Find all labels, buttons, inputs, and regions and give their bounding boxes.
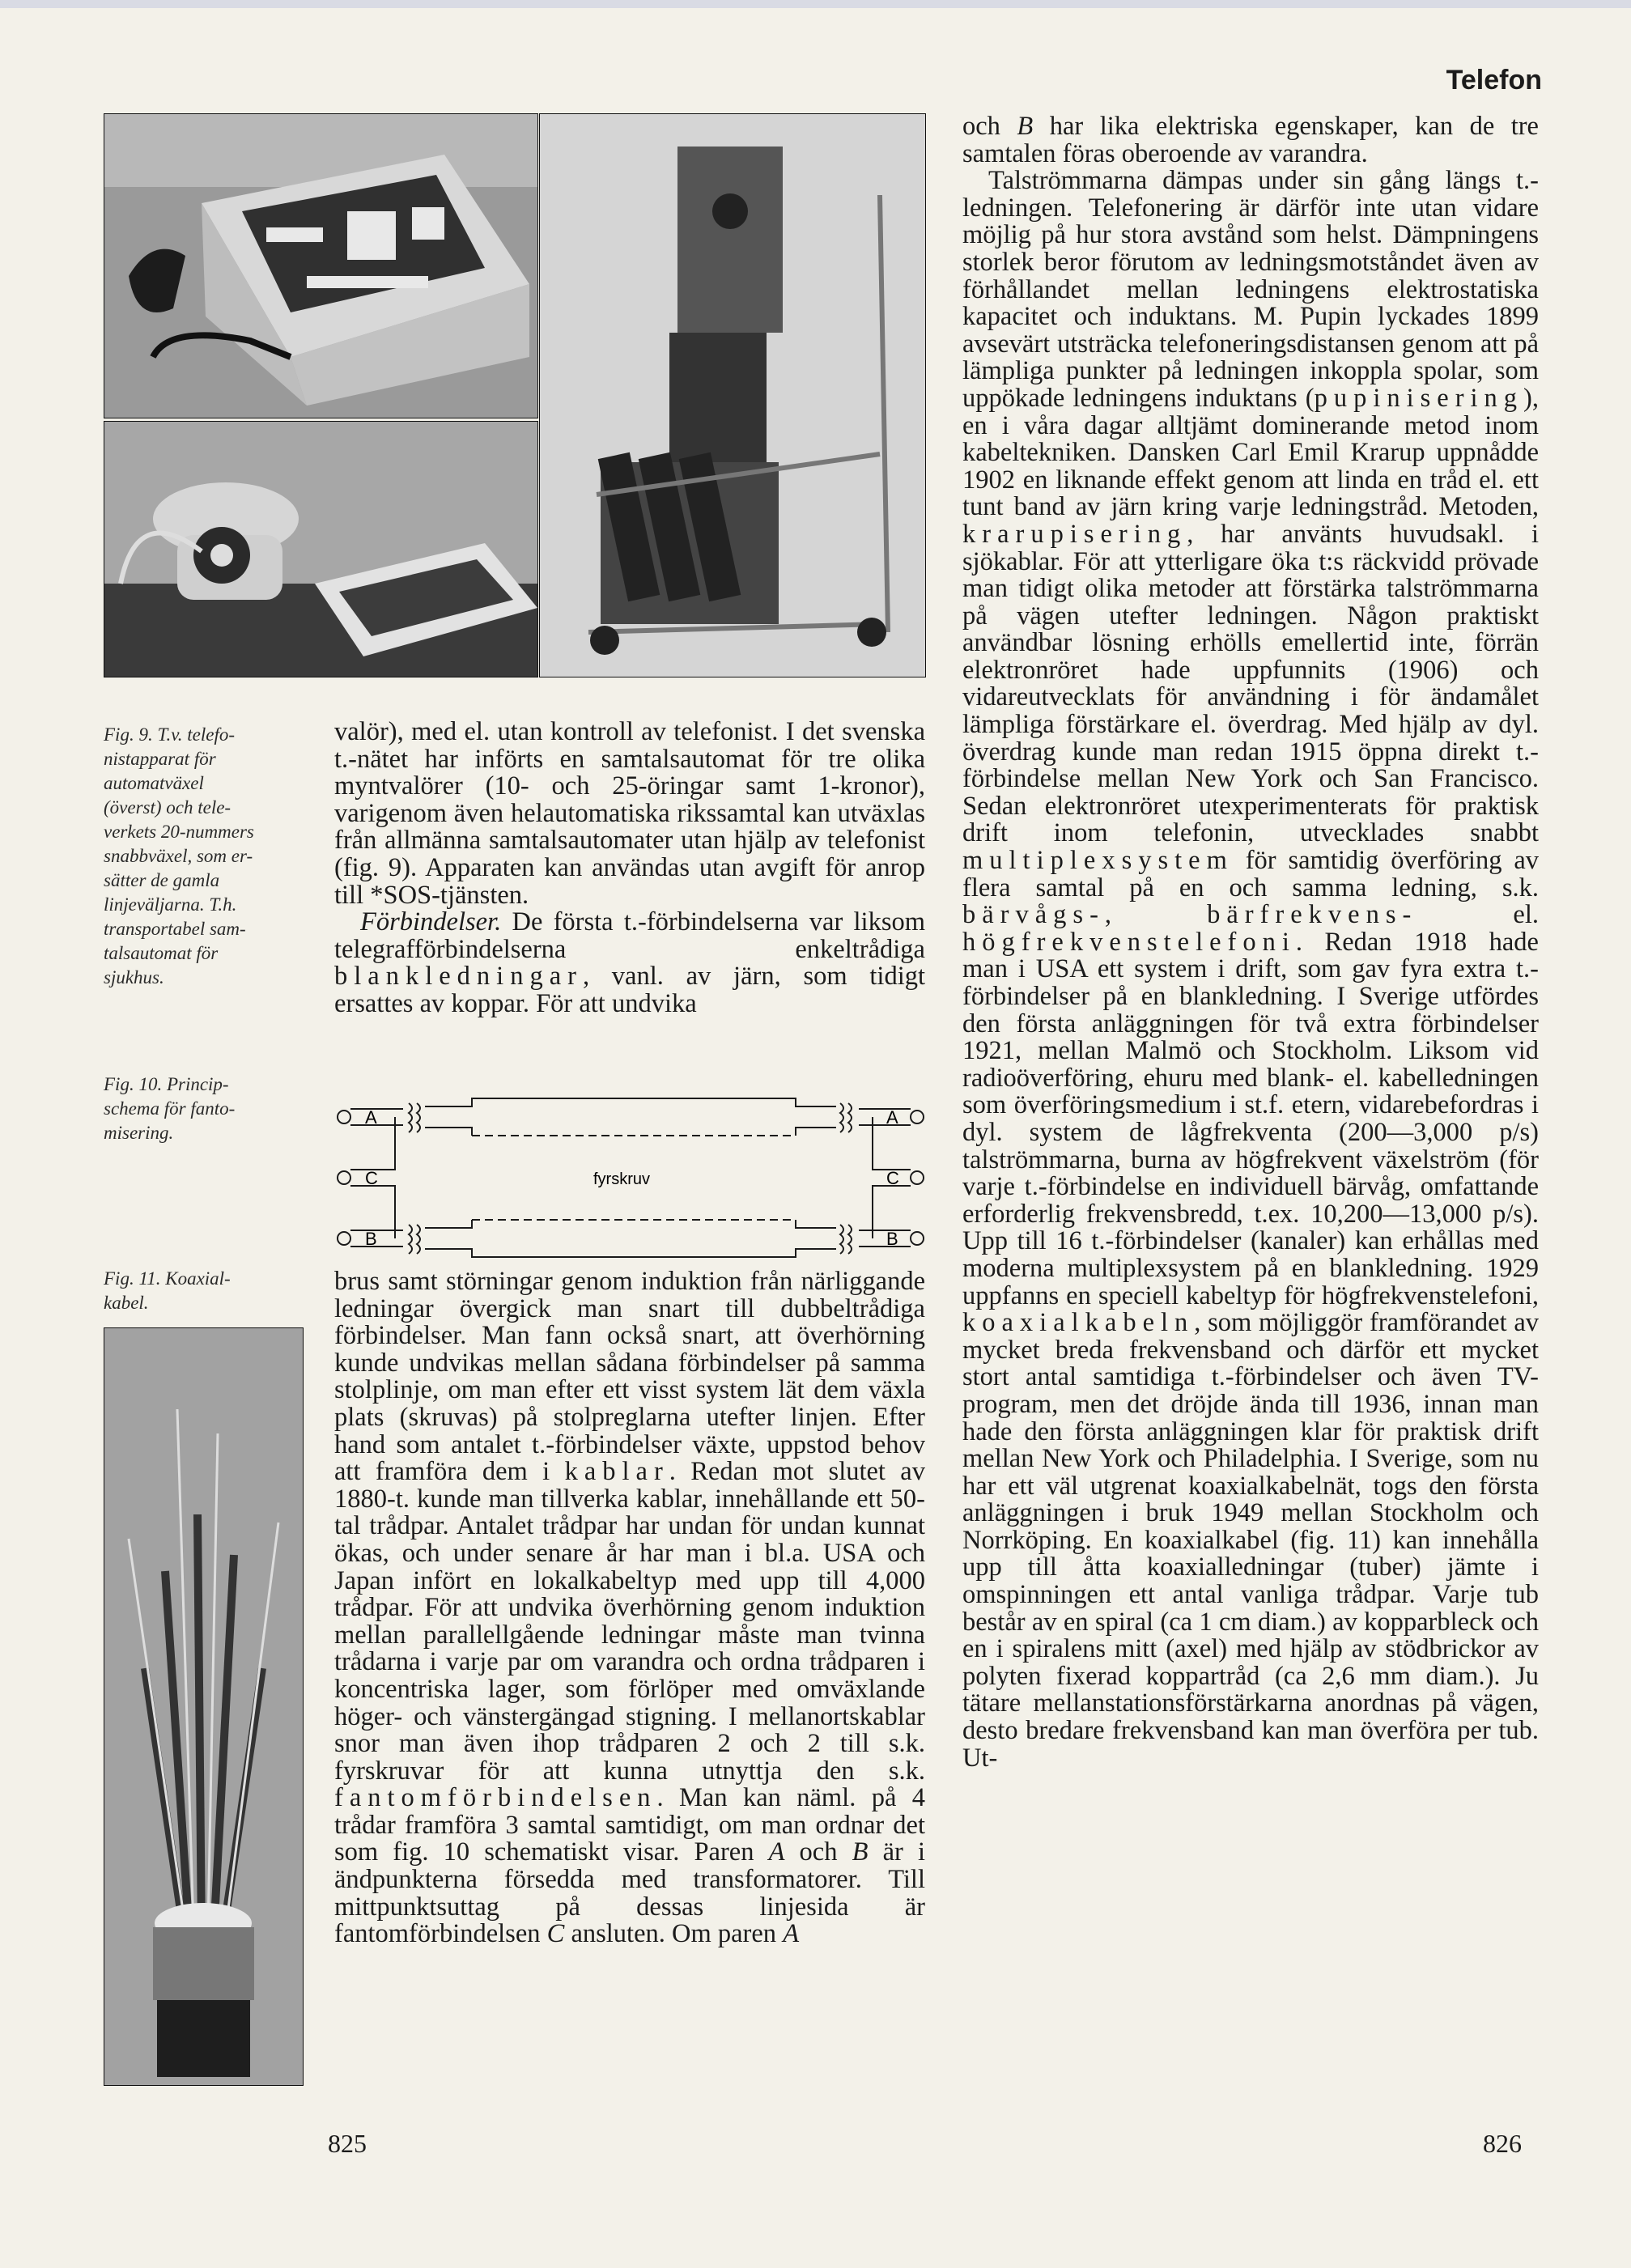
- right-p2-c: , har använts huvudsakl. i sjökablar. För att ytterligare öka t:s räckvidd prövade man tidigt olika metoder att förstärka talströmmarna på vägen utefter ledningen. Någon praktiskt användbar lösning erhölls emellertid inte, förrän elektronröret hade uppfunnits (1906) och vidareutvecklats för användning i för ändamålet lämpliga förstärkare el. överdrag. Med hjälp av dyl. överdrag kunde man redan 1915 öppna direkt t.-förbindelse mellan New York och San Francisco. Sedan elektronröret utexperimenterats för praktisk drift inom telefonin, utvecklades snabbt: [962, 519, 1539, 848]
- left-bottom-text-1: brus samt störningar genom induktion från närliggande ledningar övergick man snart till dubbeltrådiga förbindelser. Man fann också snart, att överhörning kunde undvikas mellan sådana förbindelser på samma stolplinje, om man efter ett visst system lät dem växla plats (skruvas) på stolpreglarna utefter linjen. Efter hand som antalet t.-förbindelser växte, uppstod behov att framföra dem i: [334, 1267, 925, 1487]
- term-barfrekvens: bärfrekvens-: [1207, 900, 1418, 930]
- photo-operator-console: [104, 113, 538, 418]
- term-fantomforbindelsen: fantomförbindelsen: [334, 1783, 657, 1813]
- right-p1-a: och: [962, 112, 1017, 141]
- pair-a: A: [768, 1837, 785, 1867]
- label-a-left: A: [365, 1107, 377, 1128]
- terminal-c-right: [911, 1171, 924, 1184]
- right-pair-b: B: [1017, 112, 1034, 141]
- right-p2-f: , som möjliggör framförandet av mycket breda frekvensband och därför ett mycket stort antal samtidiga t.-förbindelser och även TV-program, men det dröjde ända till 1936, innan man hade den första anläggningen klar för praktisk drift mellan New York och Philadelphia. I Sverige, som nu har ett väl utgrenat koaxialkabelnät, togs den första anläggningen i bruk 1949 mellan Stockholm och Norrköping. En koaxialkabel (fig. 11) kan innehålla upp till åtta koaxialledningar (tuber) jämte i omspinningen ett antal vanliga trådpar. Varje tub består av en spiral (ca 1 cm diam.) av kopparbleck och en i spiralens mitt (axel) med hjälp av stödbrickor av polyten fixerad koppartråd (ca 2,6 mm diam.). Ju tätare mellanstationsförstärkarna anordnas på vägen, desto bredare frekvensband kan man överföra per tub. Ut-: [962, 1308, 1539, 1773]
- term-blankledningar: blankledningar: [334, 962, 583, 992]
- left-bottom-text-3: . Man kan näml. på 4 trådar framföra 3 samtal samtidigt, om man ordnar det som fig. 10 schematiskt visar. Paren: [334, 1783, 925, 1867]
- section-header: Telefon: [1446, 65, 1542, 96]
- pair-c: C: [546, 1919, 565, 1949]
- terminal-b-left: [338, 1232, 350, 1245]
- right-p2-b: ), en i våra dagar alltjämt dominerande metod inom kabeltekniken. Dansken Carl Emil Krarup uppnådde 1902 en liknande effekt genom att linda en tråd el. ett tunt band av järn kring varje ledningstråd. Metoden,: [962, 383, 1539, 522]
- term-kablar: kablar: [564, 1457, 669, 1487]
- left-top-paragraph: valör), med el. utan kontroll av telefonist. I det svenska t.-nätet har införts en samtalsautomat för tre olika myntvalörer (10- och 25-öringar samt 1-kronor), varigenom även helautomatiska rikssamtal kan utväxlas från allmänna samtalsautomater utan hjälp av telefonist (fig. 9). Apparaten kan användas utan avgift för anrop till *SOS-tjänsten.: [334, 717, 925, 910]
- page-number-left: 825: [328, 2129, 367, 2158]
- label-c-left: C: [365, 1168, 378, 1188]
- photo-portable-payphone: [539, 113, 926, 677]
- wire-b-right: [859, 1230, 911, 1247]
- coil-a-left: [409, 1103, 420, 1132]
- left-column-top: [334, 719, 925, 1018]
- pair-b: B: [852, 1837, 869, 1867]
- terminal-a-right: [911, 1111, 924, 1123]
- line-a: [425, 1098, 836, 1136]
- forbindelser-text: De första t.-förbindelserna var liksom telegrafförbindelserna enkeltrådiga: [334, 907, 925, 964]
- wire-a-right: [859, 1109, 911, 1125]
- term-krarupisering: krarupisering: [962, 519, 1187, 549]
- forbindelser-heading: Förbindelser.: [360, 907, 502, 937]
- term-multiplexsystem: multiplexsystem: [962, 846, 1234, 876]
- caption-fig9: Fig. 9. T.v. telefo- nistapparat för automatväxel (överst) och tele- verkets 20-nummers snabbväxel, som er- sätter de gamla linjeväljarna. T.h. transportabel sam- talsautomat för sjukhus.: [104, 724, 254, 987]
- coil-b-left: [409, 1225, 420, 1254]
- label-a-right: A: [886, 1107, 898, 1128]
- term-barvags: bärvågs-: [962, 900, 1105, 930]
- right-column: [962, 113, 1539, 1772]
- label-b-right: B: [886, 1229, 898, 1249]
- coil-a-right: [840, 1103, 852, 1132]
- left-column-bottom: [334, 1268, 925, 1948]
- right-comma: ,: [1104, 900, 1208, 930]
- line-b: [425, 1220, 836, 1257]
- photo-coaxial-cable: [104, 1327, 304, 2086]
- term-koaxialkabeln: koaxialkabeln: [962, 1308, 1195, 1338]
- terminal-c-left: [338, 1171, 350, 1184]
- caption-fig10: Fig. 10. Princip- schema för fanto- misering.: [104, 1074, 236, 1143]
- terminal-a-left: [338, 1111, 350, 1123]
- forbindelser-text-2: , vanl. av järn, som tidigt ersattes av koppar. För att undvika: [334, 962, 925, 1018]
- label-b-left: B: [365, 1229, 377, 1249]
- phantom-circuit-diagram: [334, 1089, 929, 1267]
- terminal-b-right: [911, 1232, 924, 1245]
- term-hogfrekvenstelefoni: högfrekvenstelefoni: [962, 927, 1296, 957]
- page-top-edge: [0, 0, 1631, 8]
- conj-och: och: [784, 1837, 852, 1867]
- right-p2-e: . Redan 1918 hade man i USA ett system i drift, som gav fyra extra t.-förbindelser på en blankledning. I Sverige utfördes den första anläggningen för två extra förbindelser 1921, mellan Malmö och Stockholm. Liksom vid radioöverföring, ehuru med blank- el. kabelledningen som överföringsmedium i st.f. etern, vidarebefordras i dyl. system de lågfrekventa (200—3,000 p/s) talströmmarna, burna av högfrekvent växelström (för varje t.-förbindelse en individuell bärvåg, omfattande erforderlig frekvensbredd, t.ex. 10,200—13,000 p/s). Upp till 16 t.-förbindelser (kanaler) kan erhållas med moderna multiplexsystem på en blankledning. 1929 uppfanns en speciell kabeltyp för högfrekvenstelefoni,: [962, 927, 1539, 1310]
- photo-telephone-switchboard: [104, 421, 538, 677]
- right-el: el.: [1417, 900, 1539, 930]
- caption-fig11: Fig. 11. Koaxial- kabel.: [104, 1268, 231, 1313]
- pair-a-2: A: [783, 1919, 800, 1949]
- left-bottom-text-2: . Redan mot slutet av 1880-t. kunde man tillverka kablar, innehållande ett 50-tal trådpar. Antalet trådpar har undan för undan kunnat ökas, och under senare år har man i bl.a. USA och Japan infört en lokalkabeltyp med upp till 4,000 trådpar. För att undvika överhörning genom induktion mellan parallellgående ledningar måste man tvinna trådarna i varje par om varandra och ordna trådparen i koncentriska lager, som förlöper med omväxlande höger- och vänstergängad stigning. I mellanortskablar snor man även ihop trådparen 2 och 2 till s.k. fyrskruvar för att kunna utnyttja den s.k.: [334, 1457, 925, 1786]
- page-number-right: 826: [1483, 2129, 1522, 2158]
- right-p2-d: för samtidig överföring av flera samtal på en och samma ledning, s.k.: [962, 846, 1539, 903]
- coil-b-right: [840, 1225, 852, 1254]
- label-c-right: C: [886, 1168, 899, 1188]
- right-p1-c: har lika elektriska egenskaper, kan de tre samtalen föras oberoende av varandra.: [962, 112, 1539, 168]
- label-fyrskruv: fyrskruv: [593, 1170, 650, 1188]
- term-pupinisering: pupinisering: [1314, 383, 1524, 413]
- left-bottom-text-5: ansluten. Om paren: [564, 1919, 784, 1949]
- left-bottom-text-4: är i ändpunkterna försedda med transformatorer. Till mittpunktsuttag på dessas linjesida är fantomförbindelsen: [334, 1837, 925, 1949]
- right-p2-a: Talströmmarna dämpas under sin gång längs t.-ledningen. Telefonering är därför inte utan vidare möjlig på hur stora avstånd som helst. Dämpningens storlek beror förutom av ledningsmotståndet även av förhållandet mellan ledningens elektrostatiska kapacitet och induktans. M. Pupin lyckades 1899 avsevärt utsträcka telefoneringsdistansen genom att på lämpliga punkter på ledningen inkoppla spolar, som uppökade ledningens induktans (: [962, 166, 1539, 413]
